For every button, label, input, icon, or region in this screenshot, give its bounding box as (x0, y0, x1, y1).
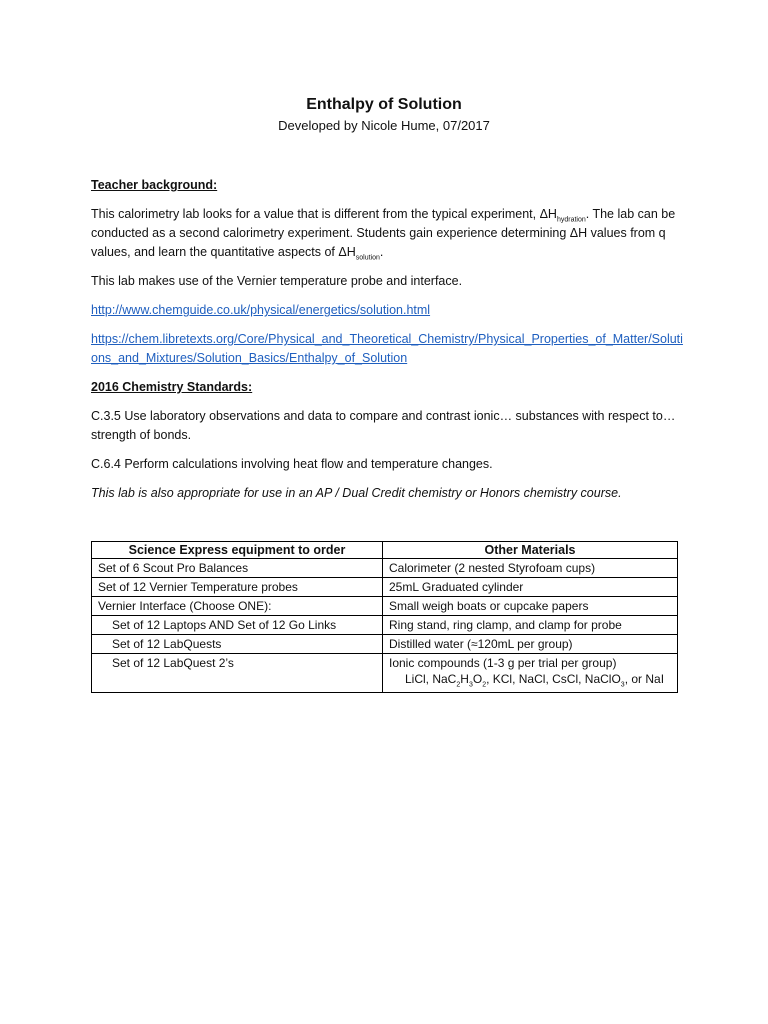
document-body (91, 176, 683, 513)
intro-text-a: This calorimetry lab looks for a value that is different from the typical experiment, ΔH (91, 207, 557, 221)
compound-text-e: , or NaI (624, 672, 665, 686)
compound-text-a: LiCl, NaC (405, 672, 457, 686)
standards-heading: 2016 Chemistry Standards: (91, 380, 253, 394)
table-row (92, 635, 678, 654)
materials-cell: Calorimeter (2 nested Styrofoam cups) (383, 559, 678, 578)
ionic-compounds-text: Ionic compounds (1-3 g per trial per group) (389, 656, 617, 670)
table-header-row (92, 542, 678, 559)
solution-subscript: solution (355, 254, 380, 262)
table-row (92, 578, 678, 597)
vernier-paragraph: This lab makes use of the Vernier temperature probe and interface. (91, 274, 463, 288)
course-note: This lab is also appropriate for use in an AP / Dual Credit chemistry or Honors chemistry course. (91, 486, 622, 500)
equipment-cell: Set of 6 Scout Pro Balances (92, 559, 383, 578)
materials-column-header: Other Materials (383, 542, 678, 559)
intro-paragraph (91, 205, 683, 262)
table-row (92, 616, 678, 635)
intro-text-c: . (379, 245, 384, 259)
compound-list (389, 671, 664, 687)
compound-subscript: 3 (468, 681, 473, 689)
table-row (92, 654, 678, 693)
materials-cell: 25mL Graduated cylinder (383, 578, 678, 597)
compound-text-b: H (460, 672, 469, 686)
equipment-cell: Vernier Interface (Choose ONE): (92, 597, 383, 616)
materials-cell (383, 654, 678, 693)
intro-text-b: . The lab can be conducted as a second calorimetry experiment. Students gain experience determining ΔH values from q values, and learn the quantitative aspects of ΔH (91, 207, 676, 259)
materials-cell: Ring stand, ring clamp, and clamp for probe (383, 616, 678, 635)
equipment-cell (92, 616, 383, 635)
hydration-subscript: hydration (556, 216, 586, 224)
chemguide-link[interactable]: http://www.chemguide.co.uk/physical/energetics/solution.html (91, 303, 431, 317)
libretexts-link[interactable]: https://chem.libretexts.org/Core/Physical_and_Theoretical_Chemistry/Physical_Properties_of_Matter/Solutions_and_Mixtures/Solution_Basics/Enthalpy_of_Solution (91, 332, 683, 365)
compound-subscript: 2 (482, 681, 487, 689)
table-row (92, 559, 678, 578)
compound-subscript: 2 (456, 681, 461, 689)
materials-cell: Small weigh boats or cupcake papers (383, 597, 678, 616)
materials-table (91, 541, 678, 693)
equipment-cell: Set of 12 Vernier Temperature probes (92, 578, 383, 597)
equipment-option-text: Set of 12 LabQuests (112, 637, 222, 651)
standard-c64: C.6.4 Perform calculations involving heat flow and temperature changes. (91, 457, 493, 471)
compound-text-c: O (472, 672, 483, 686)
materials-cell: Distilled water (≈120mL per group) (383, 635, 678, 654)
compound-subscript: 3 (620, 681, 625, 689)
equipment-cell (92, 635, 383, 654)
compound-text-d: , KCl, NaCl, CsCl, NaClO (486, 672, 621, 686)
table-row (92, 597, 678, 616)
author-line: Developed by Nicole Hume, 07/2017 (278, 118, 490, 133)
equipment-column-header: Science Express equipment to order (92, 542, 383, 559)
equipment-cell (92, 654, 383, 693)
standard-c35: C.3.5 Use laboratory observations and data to compare and contrast ionic… substances with respect to… strength of bonds. (91, 409, 676, 442)
equipment-option-text: Set of 12 LabQuest 2’s (112, 656, 234, 670)
page-title: Enthalpy of Solution (306, 96, 462, 113)
equipment-option-text: Set of 12 Laptops AND Set of 12 Go Links (112, 618, 337, 632)
teacher-background-heading: Teacher background: (91, 178, 218, 192)
